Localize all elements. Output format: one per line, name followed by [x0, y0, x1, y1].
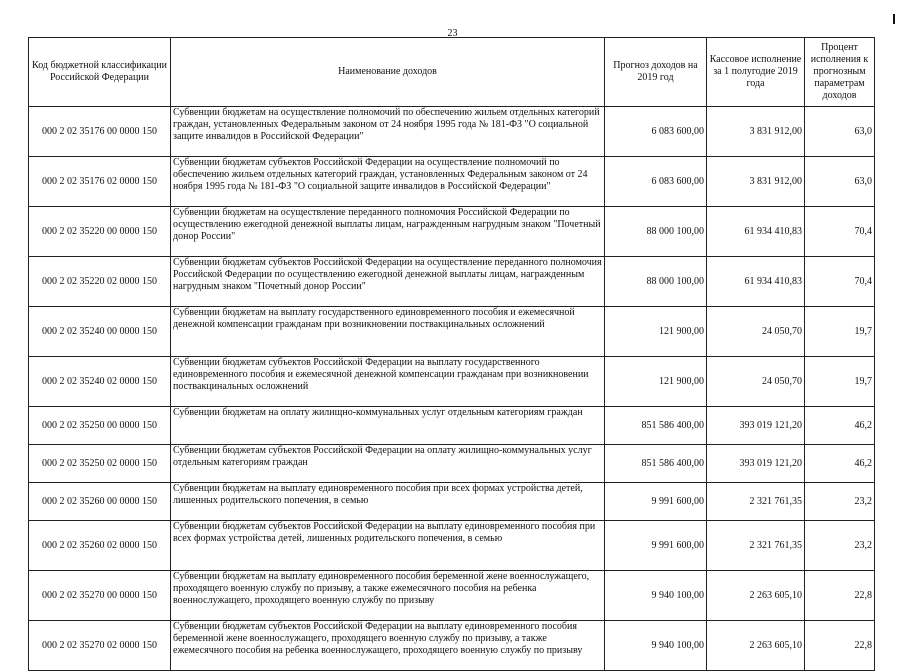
row-forecast: 88 000 100,00: [605, 257, 707, 307]
row-name: Субвенции бюджетам на осуществление переданного полномочия Российской Федерации по осуществлению ежегодной денежной выплаты лицам, награжденным нагрудным знаком "Почетный донор России": [171, 207, 605, 257]
table-row: [29, 407, 875, 445]
row-code: 000 2 02 35220 00 0000 150: [29, 207, 171, 257]
row-cash: 2 263 605,10: [707, 571, 805, 621]
table-row: [29, 621, 875, 671]
row-name: Субвенции бюджетам на выплату единовременного пособия при всех формах устройства детей, лишенных родительского попечения, в семью: [171, 483, 605, 521]
row-name: Субвенции бюджетам субъектов Российской Федерации на выплату государственного единовременного пособия и ежемесячной денежной компенсации гражданам при возникновении поствакцинальных осложнений: [171, 357, 605, 407]
row-cash: 24 050,70: [707, 307, 805, 357]
row-cash: 2 321 761,35: [707, 521, 805, 571]
row-code: 000 2 02 35250 02 0000 150: [29, 445, 171, 483]
row-code: 000 2 02 35260 00 0000 150: [29, 483, 171, 521]
table-row: [29, 107, 875, 157]
table-row: [29, 307, 875, 357]
row-percent: 23,2: [805, 483, 875, 521]
table-row: [29, 257, 875, 307]
table-row: [29, 357, 875, 407]
page-number: 23: [447, 28, 458, 39]
row-name: Субвенции бюджетам на осуществление полномочий по обеспечению жильем отдельных категорий граждан, установленных Федеральным законом от 24 ноября 1995 года № 181-ФЗ "О социальной защите инвалидов в Российской Федерации": [171, 107, 605, 157]
revenue-table: [28, 37, 875, 671]
row-code: 000 2 02 35250 00 0000 150: [29, 407, 171, 445]
row-name: Субвенции бюджетам на оплату жилищно-коммунальных услуг отдельным категориям граждан: [171, 407, 605, 445]
row-code: 000 2 02 35270 00 0000 150: [29, 571, 171, 621]
row-cash: 2 321 761,35: [707, 483, 805, 521]
row-code: 000 2 02 35240 02 0000 150: [29, 357, 171, 407]
header-cash: Кассовое исполнение за 1 полугодие 2019 года: [707, 38, 805, 107]
row-code: 000 2 02 35220 02 0000 150: [29, 257, 171, 307]
row-percent: 46,2: [805, 407, 875, 445]
row-percent: 23,2: [805, 521, 875, 571]
row-percent: 22,8: [805, 571, 875, 621]
row-forecast: 851 586 400,00: [605, 407, 707, 445]
row-forecast: 9 940 100,00: [605, 621, 707, 671]
table-row: [29, 483, 875, 521]
header-forecast: Прогноз доходов на 2019 год: [605, 38, 707, 107]
row-cash: 61 934 410,83: [707, 207, 805, 257]
table-row: [29, 445, 875, 483]
header-percent: Процент исполнения к прогнозным параметрам доходов: [805, 38, 875, 107]
row-percent: 63,0: [805, 157, 875, 207]
row-forecast: 851 586 400,00: [605, 445, 707, 483]
row-percent: 19,7: [805, 357, 875, 407]
row-cash: 393 019 121,20: [707, 407, 805, 445]
row-forecast: 9 991 600,00: [605, 521, 707, 571]
row-cash: 3 831 912,00: [707, 107, 805, 157]
table-row: [29, 521, 875, 571]
row-code: 000 2 02 35270 02 0000 150: [29, 621, 171, 671]
row-cash: 61 934 410,83: [707, 257, 805, 307]
row-cash: 24 050,70: [707, 357, 805, 407]
row-cash: 2 263 605,10: [707, 621, 805, 671]
header-code: Код бюджетной классификации Российской Федерации: [29, 38, 171, 107]
row-cash: 393 019 121,20: [707, 445, 805, 483]
row-name: Субвенции бюджетам на выплату единовременного пособия беременной жене военнослужащего, проходящего военную службу по призыву, а также ежемесячного пособия на ребенка военнослужащего, проходящего военную службу по призыву: [171, 571, 605, 621]
row-forecast: 9 991 600,00: [605, 483, 707, 521]
page-edge-mark: [893, 14, 895, 24]
row-percent: 70,4: [805, 207, 875, 257]
table-row: [29, 207, 875, 257]
row-code: 000 2 02 35260 02 0000 150: [29, 521, 171, 571]
row-percent: 22,8: [805, 621, 875, 671]
row-forecast: 9 940 100,00: [605, 571, 707, 621]
row-code: 000 2 02 35176 02 0000 150: [29, 157, 171, 207]
row-percent: 70,4: [805, 257, 875, 307]
table-header-row: [29, 38, 875, 107]
row-name: Субвенции бюджетам субъектов Российской Федерации на осуществление переданного полномочия Российской Федерации по осуществлению ежегодной денежной выплаты лицам, награжденным нагрудным знаком "Почетный донор России": [171, 257, 605, 307]
row-forecast: 121 900,00: [605, 357, 707, 407]
header-name: Наименование доходов: [171, 38, 605, 107]
table-row: [29, 571, 875, 621]
row-percent: 63,0: [805, 107, 875, 157]
row-code: 000 2 02 35240 00 0000 150: [29, 307, 171, 357]
row-name: Субвенции бюджетам субъектов Российской Федерации на оплату жилищно-коммунальных услуг отдельным категориям граждан: [171, 445, 605, 483]
row-percent: 46,2: [805, 445, 875, 483]
row-cash: 3 831 912,00: [707, 157, 805, 207]
row-forecast: 6 083 600,00: [605, 157, 707, 207]
row-forecast: 6 083 600,00: [605, 107, 707, 157]
table-row: [29, 157, 875, 207]
row-percent: 19,7: [805, 307, 875, 357]
row-forecast: 88 000 100,00: [605, 207, 707, 257]
row-name: Субвенции бюджетам субъектов Российской Федерации на выплату единовременного пособия беременной жене военнослужащего, проходящего военную службу по призыву, а также ежемесячного пособия на ребенка военнослужащего, проходящего военную службу по призыву: [171, 621, 605, 671]
row-name: Субвенции бюджетам субъектов Российской Федерации на выплату единовременного пособия при всех формах устройства детей, лишенных родительского попечения, в семью: [171, 521, 605, 571]
row-forecast: 121 900,00: [605, 307, 707, 357]
row-code: 000 2 02 35176 00 0000 150: [29, 107, 171, 157]
row-name: Субвенции бюджетам на выплату государственного единовременного пособия и ежемесячной денежной компенсации гражданам при возникновении поствакцинальных осложнений: [171, 307, 605, 357]
row-name: Субвенции бюджетам субъектов Российской Федерации на осуществление полномочий по обеспечению жильем отдельных категорий граждан, установленных Федеральным законом от 24 ноября 1995 года № 181-ФЗ "О социальной защите инвалидов в Российской Федерации": [171, 157, 605, 207]
